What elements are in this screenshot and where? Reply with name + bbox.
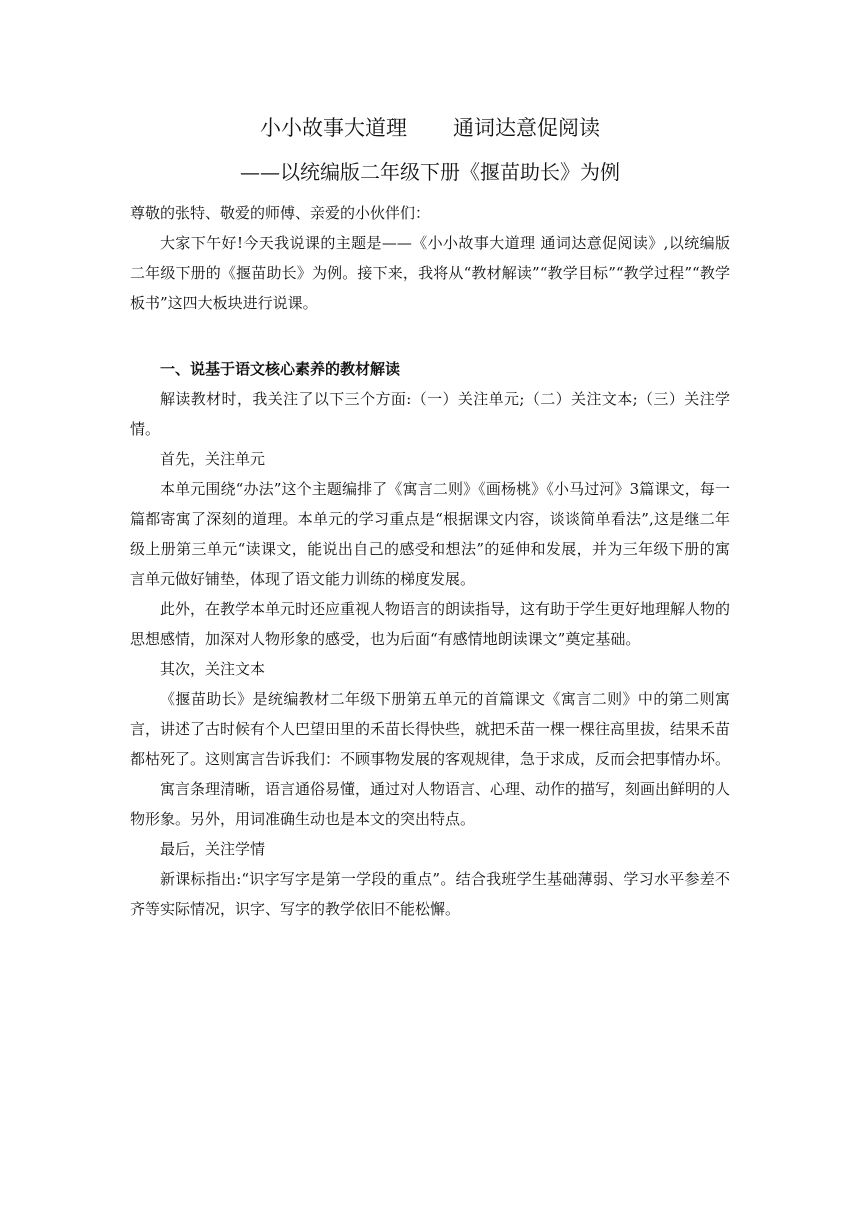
salutation: 尊敬的张特、敬爱的师傅、亲爱的小伙伴们： — [130, 204, 431, 222]
text-paragraph-2: 寓言条理清晰，语言通俗易懂，通过对人物语言、心理、动作的描写，刻画出鲜明的人物形象。另外，用词准确生动也是本文的突出特点。 — [130, 780, 731, 828]
section-intro-paragraph: 解读教材时，我关注了以下三个方面:（一）关注单元;（二）关注文本;（三）关注学情。 — [130, 390, 730, 438]
title-part-one: 小小故事大道理 — [260, 116, 407, 140]
text-paragraph-1: 《揠苗助长》是统编教材二年级下册第五单元的首篇课文《寓言二则》中的第二则寓言，讲述了古时候有个人巴望田里的禾苗长得快些，就把禾苗一棵一棵往高里拔，结果禾苗都枯死了。这则寓言告诉我们：不顾事物发展的客观规律，急于求成，反而会把事情办坏。 — [130, 690, 731, 768]
section-heading-textbook-analysis: 一、说基于语文核心素养的教材解读 — [160, 360, 401, 378]
paragraph-spacer — [130, 318, 730, 348]
title-part-two: 通词达意促阅读 — [453, 116, 600, 140]
document-subtitle: ——以统编版二年级下册《揠苗助长》为例 — [240, 160, 620, 184]
document-title — [130, 112, 730, 144]
subheading-learners: 最后，关注学情 — [160, 840, 266, 858]
unit-paragraph-2: 此外，在教学本单元时还应重视人物语言的朗读指导，这有助于学生更好地理解人物的思想感情，加深对人物形象的感受，也为后面“有感情地朗读课文”奠定基础。 — [130, 600, 731, 648]
subheading-unit: 首先，关注单元 — [160, 450, 266, 468]
subheading-text: 其次，关注文本 — [160, 660, 266, 678]
document-body — [130, 198, 730, 924]
intro-paragraph: 大家下午好!今天我说课的主题是——《小小故事大道理 通词达意促阅读》,以统编版二年级下册的《揠苗助长》为例。接下来，我将从“教材解读”“教学目标”“教学过程”“教学板书”这四大板块进行说课。 — [130, 234, 730, 312]
learner-paragraph-1: 新课标指出:“识字写字是第一学段的重点”。结合我班学生基础薄弱、学习水平参差不齐等实际情况，识字、写字的教学依旧不能松懈。 — [130, 870, 730, 918]
unit-paragraph-1: 本单元围绕“办法”这个主题编排了《寓言二则》《画杨桃》《小马过河》3篇课文，每一篇都寄寓了深刻的道理。本单元的学习重点是“根据课文内容，谈谈简单看法”,这是继二年级上册第三单元“读课文，能说出自己的感受和想法”的延伸和发展，并为三年级下册的寓言单元做好铺垫，体现了语文能力训练的梯度发展。 — [130, 480, 730, 588]
